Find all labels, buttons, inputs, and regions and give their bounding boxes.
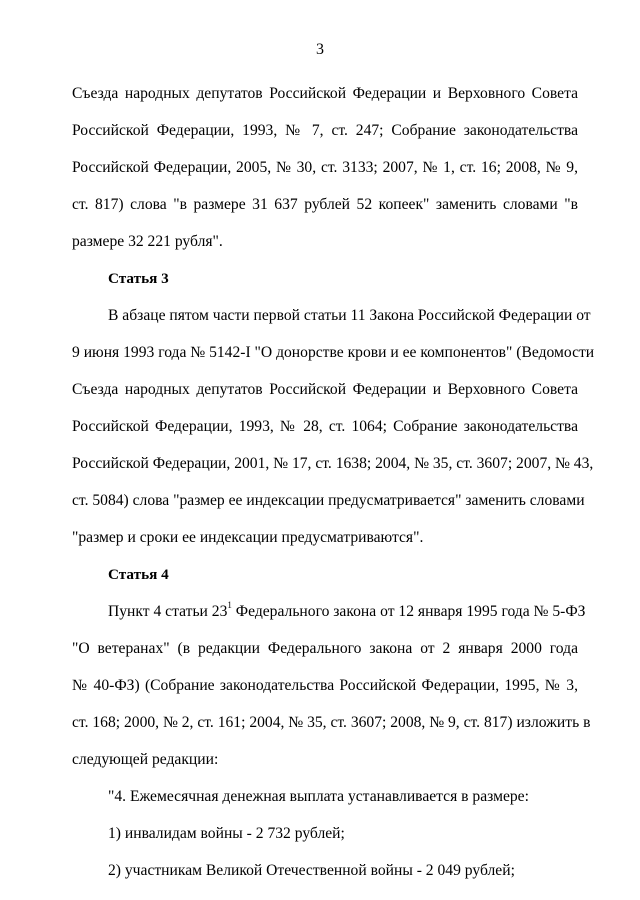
text-line: Съезда народных депутатов Российской Федерации и Верховного Совета <box>72 85 578 102</box>
text-line: "О ветеранах" (в редакции Федерального закона от 2 января 2000 года <box>72 640 578 657</box>
intro-paragraph <box>72 75 578 260</box>
article-4-paragraph <box>72 593 591 778</box>
document-body <box>72 75 595 889</box>
text-fragment: Федерального закона от 12 января 1995 года № 5-ФЗ <box>231 603 586 620</box>
text-line: Российской Федерации, 1993, № 7, ст. 247; Собрание законодательства <box>72 122 578 139</box>
text-line: ст. 168; 2000, № 2, ст. 161; 2004, № 35, ст. 3607; 2008, № 9, ст. 817) изложить в <box>72 714 591 731</box>
text-line: Российской Федерации, 2005, № 30, ст. 3133; 2007, № 1, ст. 16; 2008, № 9, <box>72 159 578 176</box>
text-line: ст. 817) слова "в размере 31 637 рублей 52 копеек" заменить словами "в <box>72 196 578 213</box>
quote-line: "4. Ежемесячная денежная выплата устанавливается в размере: <box>108 788 529 805</box>
quote-line: 2) участникам Великой Отечественной войны - 2 049 рублей; <box>108 862 515 879</box>
article-3-heading: Статья 3 <box>108 270 169 287</box>
superscript: 1 <box>227 599 232 610</box>
text-fragment: Пункт 4 статьи 23 <box>108 603 228 620</box>
text-line: В абзаце пятом части первой статьи 11 Закона Российской Федерации от <box>108 307 591 324</box>
quote-line: 1) инвалидам войны - 2 732 рублей; <box>108 825 345 842</box>
text-line <box>72 593 586 630</box>
text-line: Российской Федерации, 1993, № 28, ст. 1064; Собрание законодательства <box>72 418 578 435</box>
page-number: 3 <box>316 41 324 58</box>
text-line: Съезда народных депутатов Российской Федерации и Верховного Совета <box>72 381 578 398</box>
text-line: следующей редакции: <box>72 751 219 768</box>
text-line: размере 32 221 рубля". <box>72 233 223 250</box>
text-line: 9 июня 1993 года № 5142-I "О донорстве крови и ее компонентов" (Ведомости <box>72 344 595 361</box>
quoted-amendment <box>72 778 578 889</box>
article-3-paragraph <box>72 297 595 556</box>
text-line: Российской Федерации, 2001, № 17, ст. 1638; 2004, № 35, ст. 3607; 2007, № 43, <box>72 455 594 472</box>
text-line: "размер и сроки ее индексации предусматриваются". <box>72 529 424 546</box>
text-line: ст. 5084) слова "размер ее индексации предусматривается" заменить словами <box>72 492 585 509</box>
article-4-heading: Статья 4 <box>108 566 169 583</box>
text-line: № 40-ФЗ) (Собрание законодательства Российской Федерации, 1995, № 3, <box>72 677 578 694</box>
